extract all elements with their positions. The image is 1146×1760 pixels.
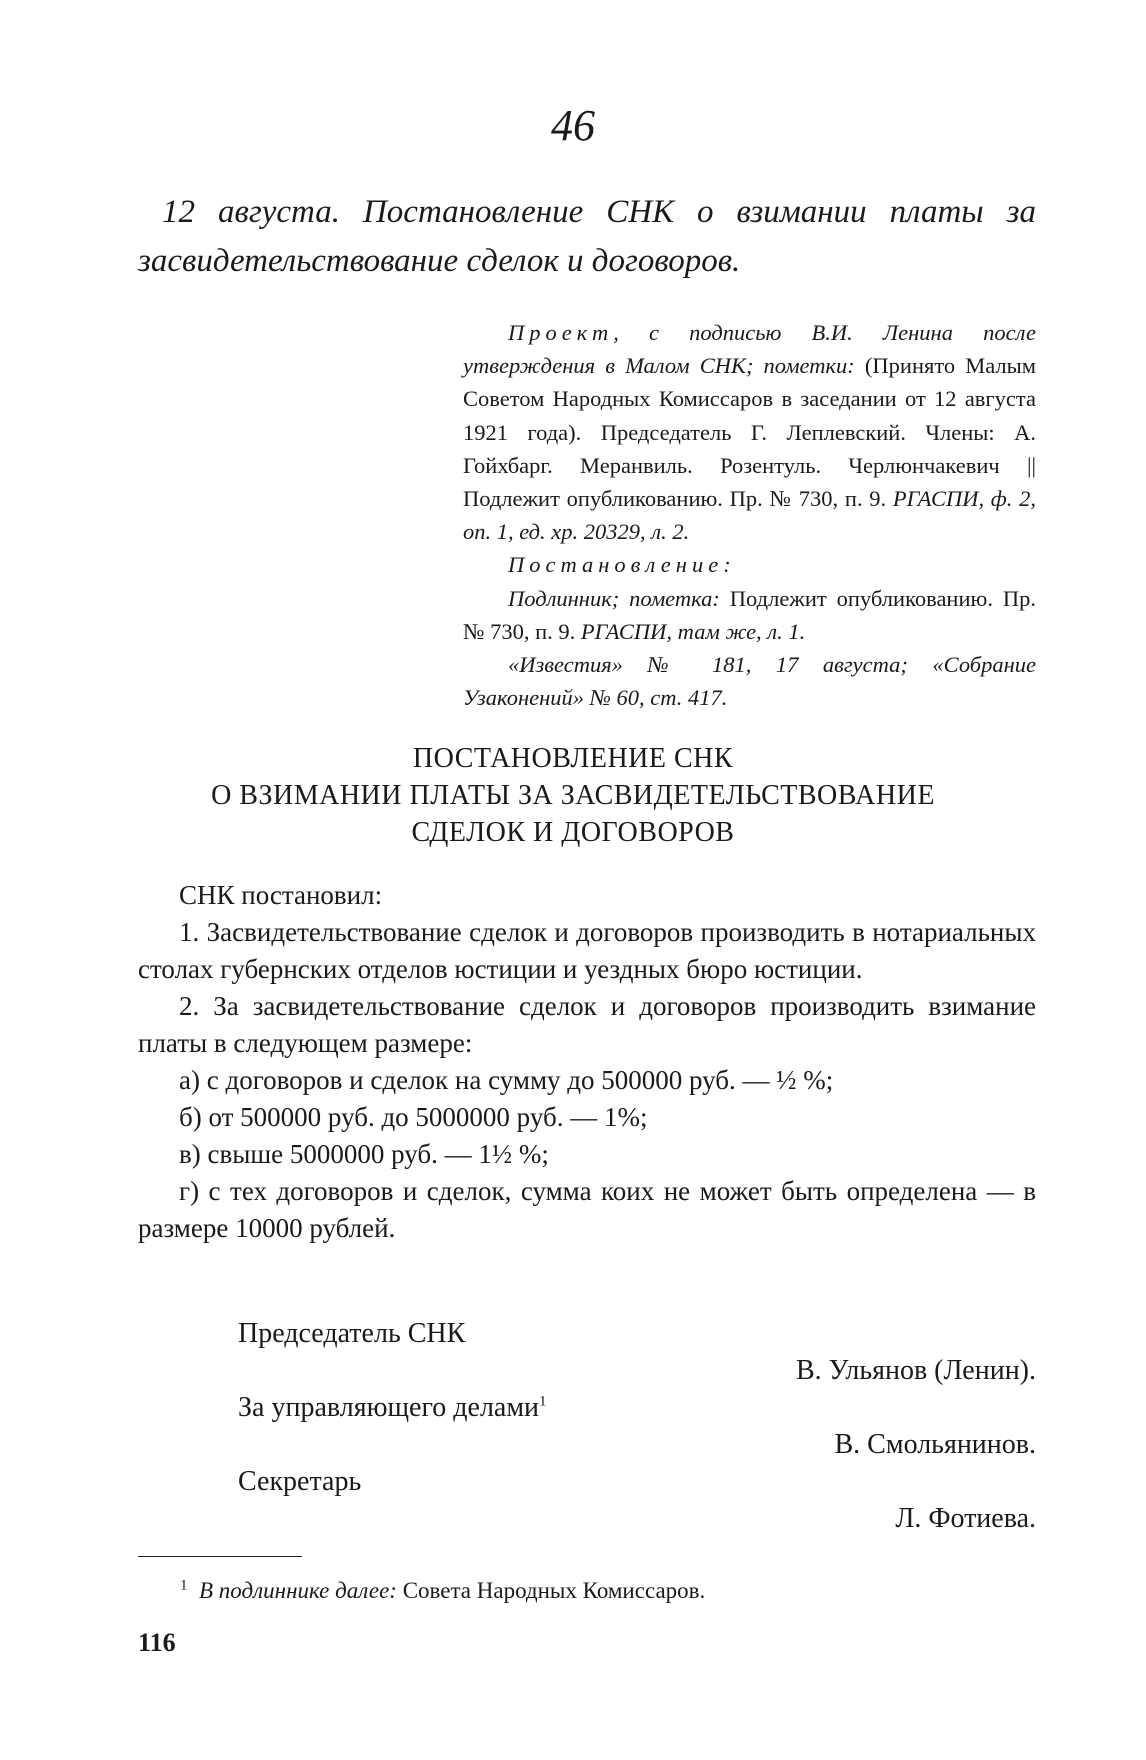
footnote [180,1578,705,1604]
publications-note [463,648,1036,714]
footnote-text: Совета Народных Комиссаров. [402,1578,706,1603]
body-item-2: 2. За засвидетельствование сделок и договоров производить взимание платы в следующем размере: [138,991,1036,1058]
title-line-3: СДЕЛОК И ДОГОВОРОВ [411,817,735,848]
heading-date: 12 августа. [162,194,340,230]
original-label: Подлинник; пометка: [508,585,720,611]
footnote-divider [138,1556,302,1557]
body-item-b: б) от 500000 руб. до 5000000 руб. — 1%; [179,1102,648,1132]
manager-signature-label [238,1392,547,1424]
body-item-c: в) свыше 5000000 руб. — 1½ %; [179,1139,549,1169]
chair-label: Председатель СНК [238,1318,466,1349]
footnote-label: В подлиннике далее: [199,1578,397,1603]
manager-label: За управляющего делами [238,1392,540,1423]
resolution-label: Постановление: [508,552,736,578]
draft-desc: , с подписью В.И. Ленина после утверждения в Малом СНК; пометки: [463,320,1036,379]
heading-text: Постановление СНК о взимании платы за засвидетельствование сделок и договоров. [138,194,1036,279]
draft-archive: РГАСПИ, ф. 2, оп. 1, ед. хр. 20329, л. 2. [463,486,1036,545]
document-heading [138,188,1036,286]
secretary-label: Секретарь [238,1466,362,1497]
body-item-1: 1. Засвидетельствование сделок и договоров производить в нотариальных столах губернских отделов юстиции и уездных бюро юстиции. [138,917,1036,984]
publications: «Известия» № 181, 17 августа; «Собрание Узаконений» № 60, ст. 417. [463,652,1036,711]
secretary-name: Л. Фотиева. [895,1503,1036,1534]
footnote-ref: 1 [180,1577,188,1594]
resolution-title [0,740,1146,851]
original-mark: Подлежит опубликованию. Пр. № 730, п. 9. [463,585,1037,644]
page-number: 116 [138,1628,176,1657]
draft-note [463,316,1036,548]
manager-footnote-ref: 1 [539,1393,547,1410]
resolution-body [138,877,1036,1247]
draft-label: Проект [508,320,614,345]
manager-name: В. Смольянинов. [834,1429,1036,1460]
title-line-2: О ВЗИМАНИИ ПЛАТЫ ЗА ЗАСВИДЕТЕЛЬСТВОВАНИЕ [211,780,935,811]
original-note [463,582,1036,648]
title-line-1: ПОСТАНОВЛЕНИЕ СНК [412,743,734,774]
body-item-d: г) с тех договоров и сделок, сумма коих не может быть определена — в размере 10000 рублей. [138,1176,1036,1243]
chair-name: В. Ульянов (Ленин). [796,1355,1036,1386]
original-archive: РГАСПИ, там же, л. 1. [580,618,806,644]
body-intro: СНК постановил: [179,880,383,910]
archive-notes [463,316,1036,714]
draft-marks: (Принято Малым Советом Народных Комиссаров в заседании от 12 августа 1921 года). Председатель Г. Леплевский. Члены: А. Гойхбарг. Меранвиль. Розентуль. Черлюнчакевич || Подлежит опубликованию. Пр. № 730, п. 9. [463,353,1037,512]
document-number: 46 [551,101,595,150]
body-item-a: а) с договоров и сделок на сумму до 500000 руб. — ½ %; [179,1065,834,1095]
resolution-note [463,548,1036,581]
